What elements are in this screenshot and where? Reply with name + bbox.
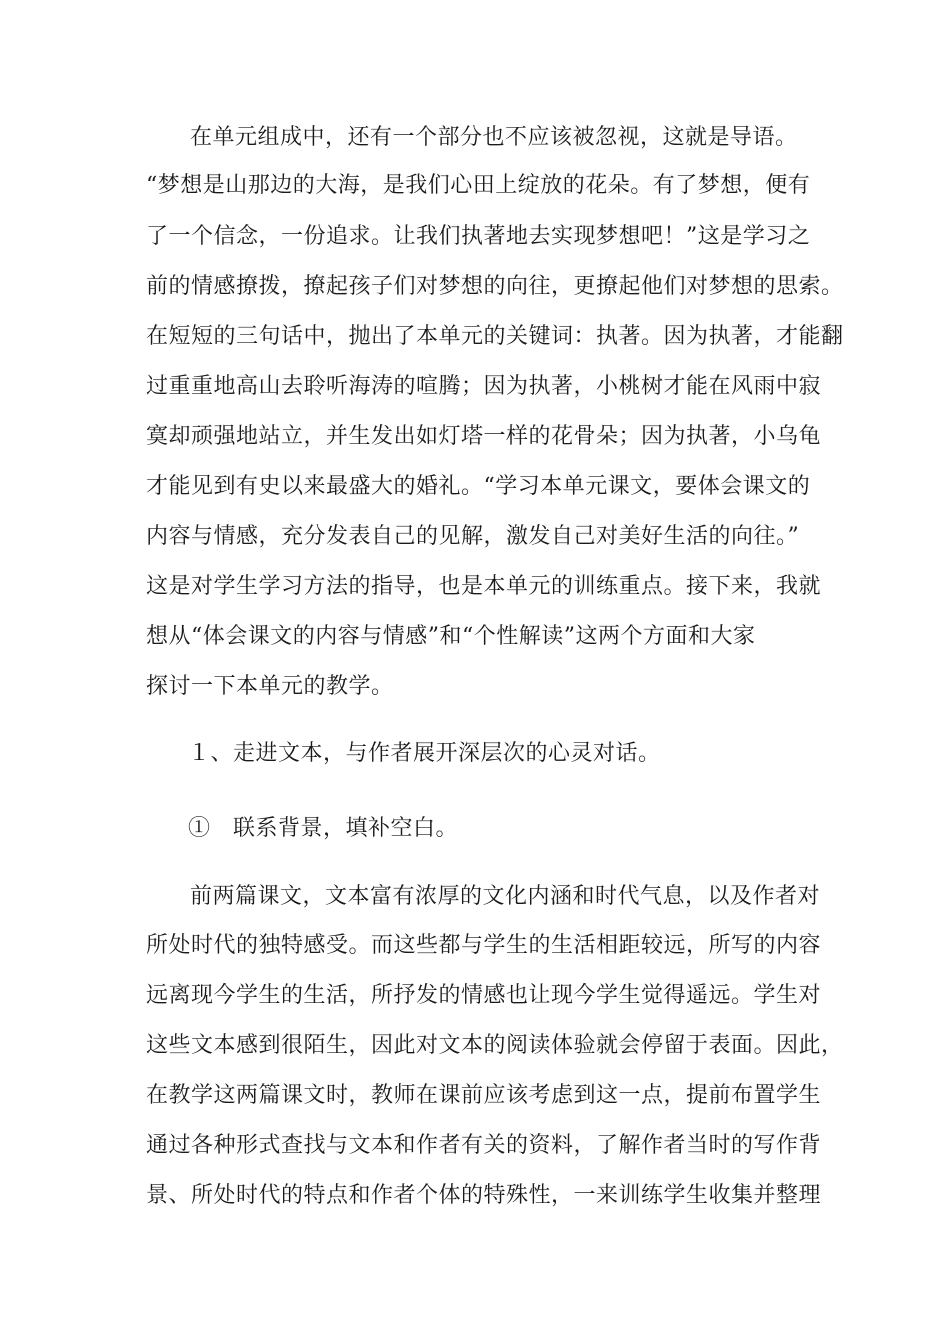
text-line: 寞却顽强地站立，并生发出如灯塔一样的花骨朵；因为执著，小乌龟 xyxy=(146,424,822,449)
text-line: 探讨一下本单元的教学。 xyxy=(146,674,394,699)
section-heading: １、走进文本，与作者展开深层次的心灵对话。 xyxy=(188,741,661,766)
text-line: 想从“体会课文的内容与情感”和“个性解读”这两个方面和大家 xyxy=(146,624,756,649)
text-line: “梦想是山那边的大海，是我们心田上绽放的花朵。有了梦想，便有 xyxy=(146,173,811,198)
text-line: 内容与情感，充分发表自己的见解，激发自己对美好生活的向往。” xyxy=(146,524,800,549)
text-line: 远离现今学生的生活，所抒发的情感也让现今学生觉得遥远。学生对 xyxy=(146,983,822,1008)
text-line: 过重重地高山去聆听海涛的喧腾；因为执著，小桃树才能在风雨中寂 xyxy=(146,374,822,399)
subsection-heading: ① 联系背景，填补空白。 xyxy=(188,816,459,841)
text-line: 在单元组成中，还有一个部分也不应该被忽视，这就是导语。 xyxy=(190,125,798,150)
text-line: 这是对学生学习方法的指导，也是本单元的训练重点。接下来，我就 xyxy=(146,574,822,599)
text-line: 通过各种形式查找与文本和作者有关的资料，了解作者当时的写作背 xyxy=(146,1133,822,1158)
text-line: 前的情感撩拨，撩起孩子们对梦想的向往，更撩起他们对梦想的思索。 xyxy=(146,274,844,299)
text-line: 这些文本感到很陌生，因此对文本的阅读体验就会停留于表面。因此， xyxy=(146,1033,844,1058)
text-line: 在教学这两篇课文时，教师在课前应该考虑到这一点，提前布置学生 xyxy=(146,1083,822,1108)
text-line: 前两篇课文，文本富有浓厚的文化内涵和时代气息，以及作者对 xyxy=(190,884,821,909)
text-line: 所处时代的独特感受。而这些都与学生的生活相距较远，所写的内容 xyxy=(146,933,822,958)
text-line: 景、所处时代的特点和作者个体的特殊性，一来训练学生收集并整理 xyxy=(146,1183,822,1208)
text-line: 了一个信念，一份追求。让我们执著地去实现梦想吧！”这是学习之 xyxy=(146,224,811,249)
text-line: 在短短的三句话中，抛出了本单元的关键词：执著。因为执著，才能翻 xyxy=(146,324,844,349)
text-line: 才能见到有史以来最盛大的婚礼。“学习本单元课文，要体会课文的 xyxy=(146,474,811,499)
